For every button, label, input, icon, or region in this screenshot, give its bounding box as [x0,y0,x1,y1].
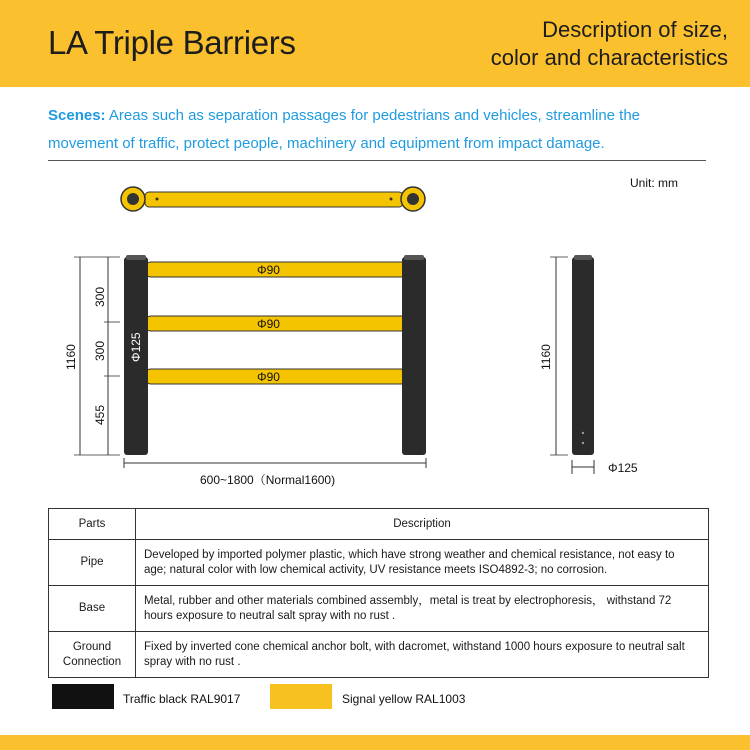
part-cell: Base [49,586,136,632]
description-cell: Fixed by inverted cone chemical anchor bolt, with dacromet, withstand 1000 hours exposure to neutral salt spray with no rust . [136,632,709,678]
table-row [49,540,709,586]
table-row [49,586,709,632]
svg-text:300: 300 [93,286,107,307]
side-diameter-label: Φ125 [608,461,638,475]
svg-text:1160: 1160 [64,344,78,370]
top-view [121,187,425,211]
yellow-swatch-label: Signal yellow RAL1003 [342,692,466,706]
subtitle-line-2: color and characteristics [490,45,728,70]
front-view [64,255,426,487]
scenes-text: Areas such as separation passages for pedestrians and vehicles, streamline the movement of traffic, protect people, machinery and equipment from impact damage. [48,107,641,152]
header-description: Description [136,509,709,540]
description-cell: Developed by imported polymer plastic, which have strong weather and chemical resistance, not easy to age; natural color with low chemical activity, UV resistance meets ISO4892-3; no corrosion. [136,540,709,586]
page-title: LA Triple Barriers [48,24,296,61]
rail-diameter-middle: Φ90 [257,317,280,331]
svg-text:1160: 1160 [539,344,553,370]
color-legend [0,684,750,714]
table-header-row [49,509,709,540]
description-cell: Metal, rubber and other materials combined assembly，metal is treat by electrophoresis， withstand 72 hours exposure to neutral salt spray with no rust . [136,586,709,632]
scenes-label: Scenes: [48,107,106,124]
post-diameter-label: Φ125 [129,332,143,362]
black-swatch [52,684,114,709]
svg-text:300: 300 [93,340,107,361]
width-label: 600~1800（Normal1600) [200,473,336,487]
svg-text:455: 455 [93,404,107,425]
black-swatch-label: Traffic black RAL9017 [123,692,241,706]
part-cell: Ground Connection [49,632,136,678]
yellow-swatch [270,684,332,709]
rail-diameter-bottom: Φ90 [257,370,280,384]
side-view [539,255,638,475]
header-parts: Parts [49,509,136,540]
table-row [49,632,709,678]
footer-bar [0,735,750,750]
spec-table [48,508,709,678]
unit-label: Unit: mm [630,176,678,190]
rail-diameter-top: Φ90 [257,263,280,277]
subtitle-line-1: Description of size, [542,17,728,42]
part-cell: Pipe [49,540,136,586]
